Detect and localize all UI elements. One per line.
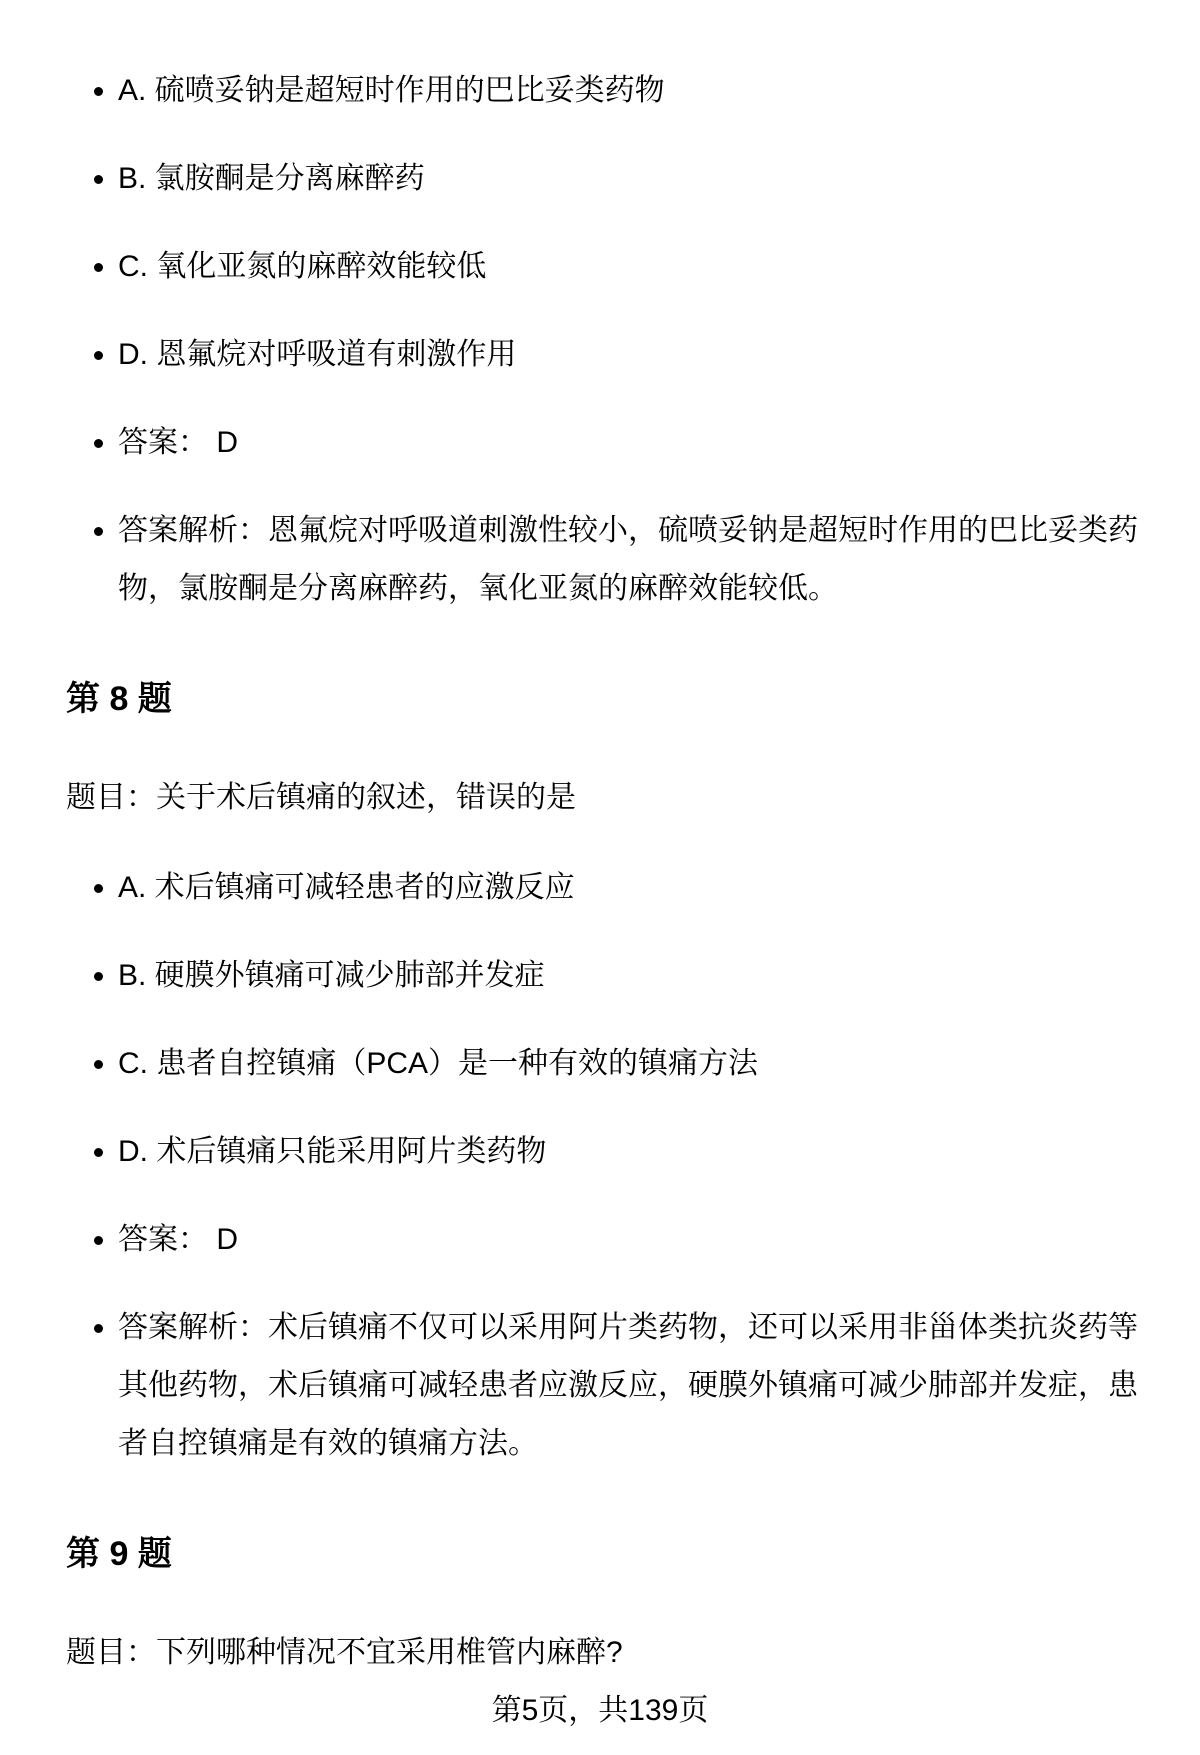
question7-answer: • 答案： D bbox=[118, 414, 1153, 472]
question8-option-list bbox=[66, 859, 1153, 1473]
question7-option-list bbox=[66, 62, 1153, 618]
question9-title: 题目：下列哪种情况不宜采用椎管内麻醉? bbox=[66, 1636, 623, 1669]
question7-option-b: • B. 氯胺酮是分离麻醉药 bbox=[118, 150, 1153, 208]
question8-heading: 第 8 题 bbox=[66, 680, 172, 718]
question8-answer: • 答案： D bbox=[118, 1211, 1153, 1269]
question8-title: 题目：关于术后镇痛的叙述，错误的是 bbox=[66, 781, 576, 814]
question7-option-d: • D. 恩氟烷对呼吸道有刺激作用 bbox=[118, 326, 1153, 384]
question9-heading: 第 9 题 bbox=[66, 1535, 172, 1573]
page-number-footer: 第5页，共139页 bbox=[491, 1694, 709, 1727]
question7-explanation: • 答案解析：恩氟烷对呼吸道刺激性较小，硫喷妥钠是超短时作用的巴比妥类药物，氯胺酮是分离麻醉药，氧化亚氮的麻醉效能较低。 bbox=[118, 502, 1153, 618]
question7-option-c: • C. 氧化亚氮的麻醉效能较低 bbox=[118, 238, 1153, 296]
question8-option-a: • A. 术后镇痛可减轻患者的应激反应 bbox=[118, 859, 1153, 917]
question8-option-b: • B. 硬膜外镇痛可减少肺部并发症 bbox=[118, 947, 1153, 1005]
question8-option-d: • D. 术后镇痛只能采用阿片类药物 bbox=[118, 1123, 1153, 1181]
question7-option-a: • A. 硫喷妥钠是超短时作用的巴比妥类药物 bbox=[118, 62, 1153, 120]
question8-explanation: • 答案解析：术后镇痛不仅可以采用阿片类药物，还可以采用非甾体类抗炎药等其他药物，术后镇痛可减轻患者应激反应，硬膜外镇痛可减少肺部并发症，患者自控镇痛是有效的镇痛方法。 bbox=[118, 1299, 1153, 1473]
question8-option-c: • C. 患者自控镇痛（PCA）是一种有效的镇痛方法 bbox=[118, 1035, 1153, 1093]
